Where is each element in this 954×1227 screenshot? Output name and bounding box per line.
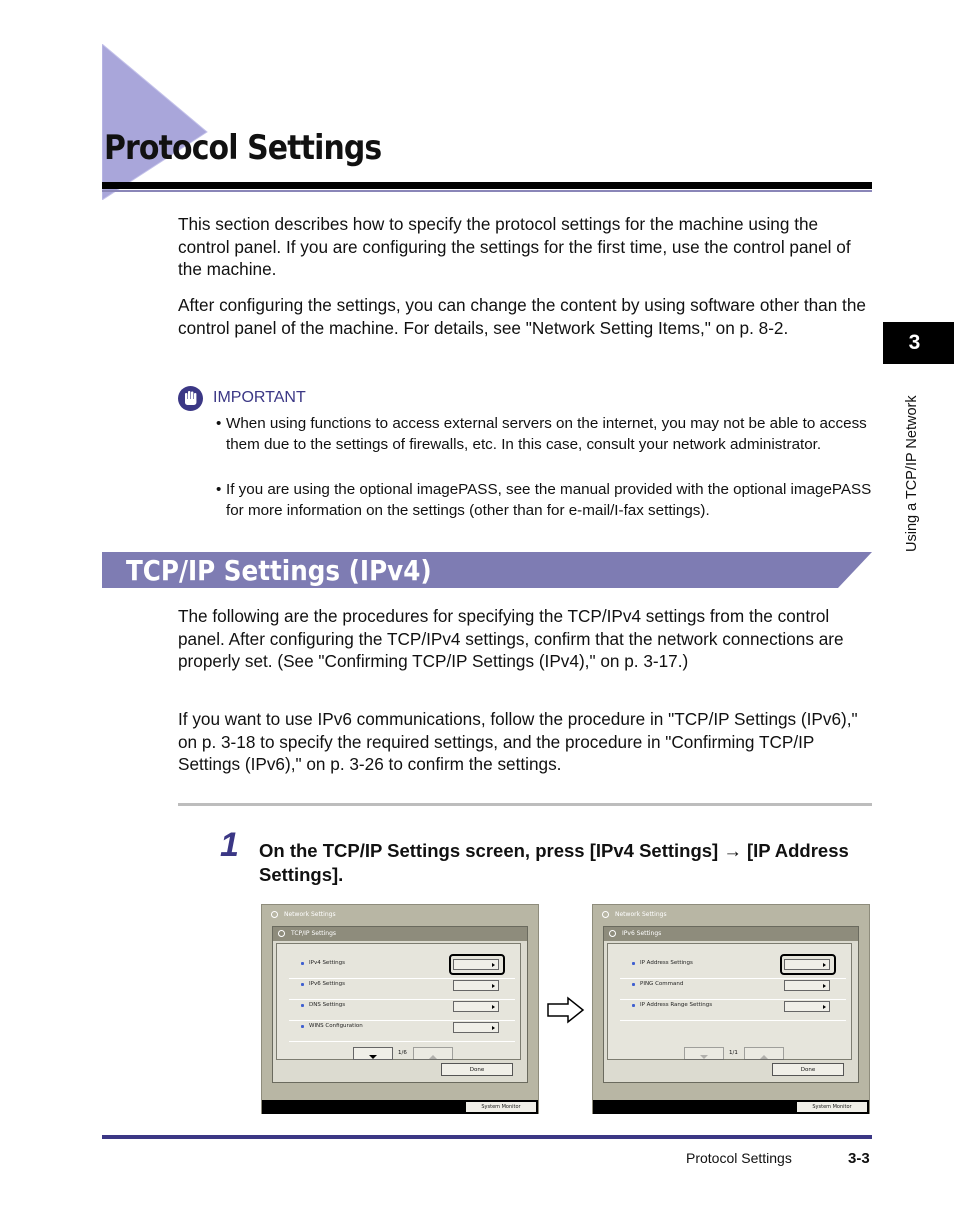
step-instruction: On the TCP/IP Settings screen, press [IPv4 Settings] → [IP Address Settings].	[259, 840, 849, 885]
wins-configuration-button[interactable]	[453, 1022, 499, 1033]
network-icon	[602, 911, 609, 918]
done-button[interactable]: Done	[441, 1063, 513, 1076]
list-item: IPv6 Settings	[289, 979, 515, 1000]
screen-panel	[603, 926, 859, 1083]
screen-header: Network Settings	[597, 908, 865, 922]
ping-command-button[interactable]	[784, 980, 830, 991]
footer-rule	[102, 1135, 872, 1139]
list-item: IP Address Settings	[620, 958, 846, 979]
page-up-button[interactable]	[744, 1047, 784, 1060]
list-item: IPv4 Settings	[289, 958, 515, 979]
system-bar	[593, 1100, 869, 1114]
settings-list	[607, 943, 852, 1060]
selection-highlight	[780, 954, 836, 975]
chapter-tab	[883, 322, 954, 364]
list-item: DNS Settings	[289, 1000, 515, 1021]
page-indicator: 1/1	[729, 1050, 738, 1056]
right-arrow-icon	[546, 996, 586, 1024]
important-hand-icon	[178, 386, 203, 411]
list-item: PING Command	[620, 979, 846, 1000]
screen-panel	[272, 926, 528, 1083]
settings-list	[276, 943, 521, 1060]
system-monitor-button[interactable]: System Monitor	[466, 1102, 536, 1112]
chapter-side-label: Using a TCP/IP Network	[904, 395, 920, 552]
step-number: 1	[220, 826, 239, 864]
panel-title: TCP/IP Settings	[273, 927, 527, 941]
list-item: WINS Configuration	[289, 1021, 515, 1042]
step-divider	[178, 803, 872, 806]
intro-paragraph-2: After configuring the settings, you can change the content by using software other than the control panel of the machine. For details, see "Network Setting Items," on p. 8-2.	[178, 295, 866, 338]
settings-icon	[609, 930, 616, 937]
section-paragraph-1: The following are the procedures for specifying the TCP/IPv4 settings from the control panel. After configuring the TCP/IPv4 settings, confirm that the network connections are properly set. (See "Confirming TCP/IP Settings (IPv4)," on p. 3-17.)	[178, 606, 844, 671]
important-item: • When using functions to access external servers on the internet, you may not be able to access them due to the settings of firewalls, etc. In this case, consult your network administrator.	[216, 413, 876, 455]
ip-address-range-settings-button[interactable]	[784, 1001, 830, 1012]
done-button[interactable]: Done	[772, 1063, 844, 1076]
system-monitor-button[interactable]: System Monitor	[797, 1102, 867, 1112]
title-decoration	[102, 44, 212, 200]
important-item-text: If you are using the optional imagePASS, see the manual provided with the optional imagePASS for more information on the settings (other than for e-mail/I-fax settings).	[226, 481, 872, 519]
footer-page-number: 3-3	[848, 1150, 870, 1167]
control-panel-screen-ipv6	[592, 904, 870, 1114]
page-down-button[interactable]	[684, 1047, 724, 1060]
important-item-text: When using functions to access external servers on the internet, you may not be able to access them due to the settings of firewalls, etc. In this case, consult your network administrator.	[226, 415, 867, 453]
chapter-number: 3	[908, 331, 921, 354]
panel-title: IPv6 Settings	[604, 927, 858, 941]
network-icon	[271, 911, 278, 918]
footer-section-name: Protocol Settings	[686, 1150, 792, 1166]
page-up-button[interactable]	[413, 1047, 453, 1060]
title-rule-accent	[102, 190, 872, 192]
list-item: IP Address Range Settings	[620, 1000, 846, 1021]
selection-highlight	[449, 954, 505, 975]
important-item: • If you are using the optional imagePASS, see the manual provided with the optional imagePASS for more information on the settings (other than for e-mail/I-fax settings).	[216, 479, 876, 521]
settings-icon	[278, 930, 285, 937]
control-panel-screen-tcpip	[261, 904, 539, 1114]
screen-header: Network Settings	[266, 908, 534, 922]
ipv6-settings-button[interactable]	[453, 980, 499, 991]
page-down-button[interactable]	[353, 1047, 393, 1060]
system-bar	[262, 1100, 538, 1114]
page-title: Protocol Settings	[104, 128, 382, 168]
section-title: TCP/IP Settings (IPv4)	[126, 554, 432, 587]
page-indicator: 1/6	[398, 1050, 407, 1056]
section-paragraph-2: If you want to use IPv6 communications, follow the procedure in "TCP/IP Settings (IPv6)," on p. 3-18 to specify the required settings, and the procedure in "Confirming TCP/IP Settings (IPv6)," on p. 3-26 to confirm the settings.	[178, 709, 858, 774]
intro-paragraph-1: This section describes how to specify the protocol settings for the machine using the control panel. If you are configuring the settings for the first time, use the control panel of the machine.	[178, 214, 851, 279]
important-label: IMPORTANT	[213, 389, 306, 406]
title-rule	[102, 182, 872, 189]
dns-settings-button[interactable]	[453, 1001, 499, 1012]
